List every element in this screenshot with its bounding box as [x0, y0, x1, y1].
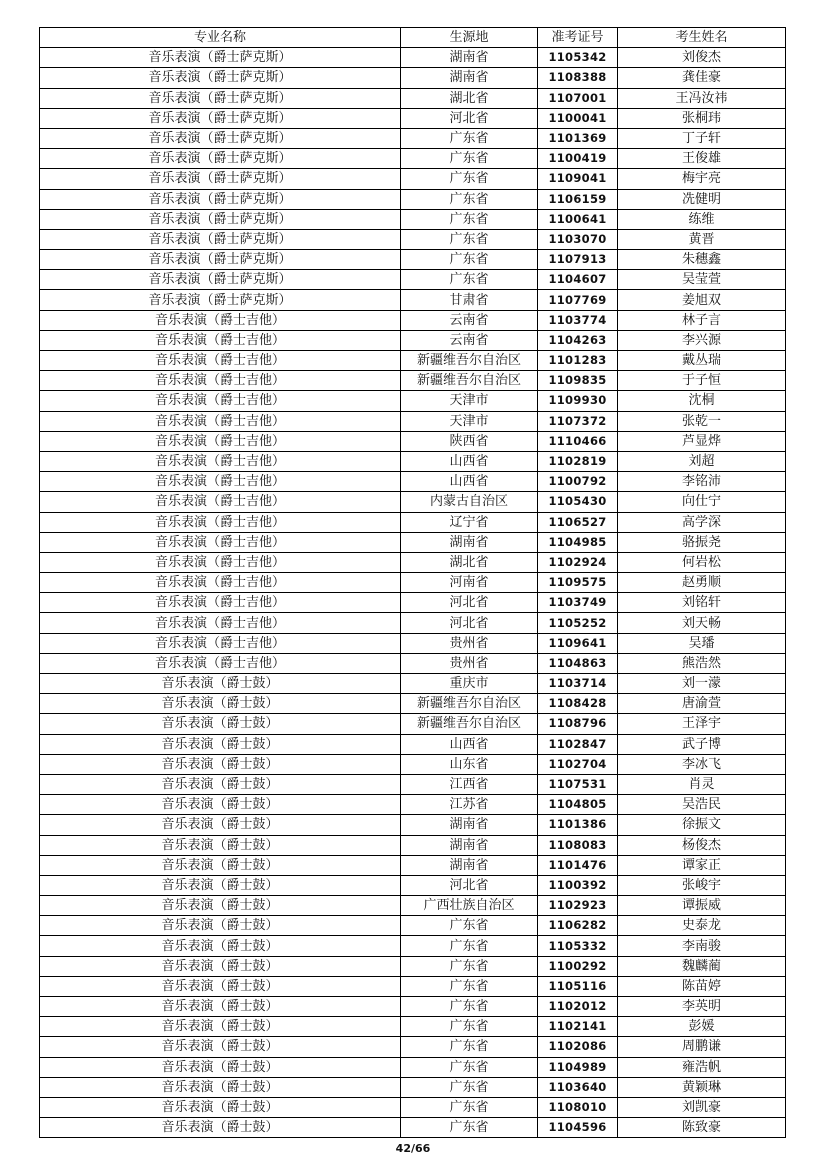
- cell-major: 音乐表演（爵士吉他）: [40, 351, 401, 371]
- cell-origin: 广西壮族自治区: [401, 896, 538, 916]
- table-row: [40, 976, 786, 996]
- cell-student-name: 黄晋: [618, 229, 786, 249]
- table-row: [40, 108, 786, 128]
- table-row: [40, 896, 786, 916]
- table-row: [40, 330, 786, 350]
- cell-origin: 云南省: [401, 310, 538, 330]
- table-row: [40, 936, 786, 956]
- cell-major: 音乐表演（爵士吉他）: [40, 593, 401, 613]
- cell-origin: 广东省: [401, 1037, 538, 1057]
- cell-student-name: 谭家正: [618, 855, 786, 875]
- cell-origin: 河北省: [401, 593, 538, 613]
- table-row: [40, 351, 786, 371]
- cell-major: 音乐表演（爵士吉他）: [40, 653, 401, 673]
- cell-exam-id: 1102086: [538, 1037, 618, 1057]
- cell-major: 音乐表演（爵士吉他）: [40, 573, 401, 593]
- cell-origin: 湖南省: [401, 68, 538, 88]
- table-row: [40, 956, 786, 976]
- header-major: 专业名称: [40, 28, 401, 48]
- cell-student-name: 李英明: [618, 997, 786, 1017]
- table-row: [40, 532, 786, 552]
- cell-exam-id: 1108388: [538, 68, 618, 88]
- cell-exam-id: 1103774: [538, 310, 618, 330]
- cell-exam-id: 1110466: [538, 431, 618, 451]
- cell-exam-id: 1109835: [538, 371, 618, 391]
- cell-major: 音乐表演（爵士鼓）: [40, 714, 401, 734]
- table-row: [40, 250, 786, 270]
- cell-origin: 广东省: [401, 209, 538, 229]
- cell-major: 音乐表演（爵士鼓）: [40, 896, 401, 916]
- cell-origin: 重庆市: [401, 674, 538, 694]
- cell-exam-id: 1109930: [538, 391, 618, 411]
- cell-student-name: 王泽宇: [618, 714, 786, 734]
- cell-origin: 贵州省: [401, 653, 538, 673]
- cell-exam-id: 1104263: [538, 330, 618, 350]
- table-row: [40, 1057, 786, 1077]
- cell-student-name: 陈致豪: [618, 1118, 786, 1138]
- cell-origin: 广东省: [401, 1077, 538, 1097]
- cell-origin: 广东省: [401, 1057, 538, 1077]
- cell-exam-id: 1106527: [538, 512, 618, 532]
- cell-origin: 山西省: [401, 451, 538, 471]
- table-row: [40, 472, 786, 492]
- cell-major: 音乐表演（爵士萨克斯）: [40, 149, 401, 169]
- cell-exam-id: 1102924: [538, 552, 618, 572]
- header-origin: 生源地: [401, 28, 538, 48]
- cell-major: 音乐表演（爵士鼓）: [40, 734, 401, 754]
- table-row: [40, 229, 786, 249]
- cell-origin: 广东省: [401, 1017, 538, 1037]
- header-student-name: 考生姓名: [618, 28, 786, 48]
- table-row: [40, 391, 786, 411]
- cell-major: 音乐表演（爵士萨克斯）: [40, 88, 401, 108]
- cell-origin: 山西省: [401, 734, 538, 754]
- cell-student-name: 武子博: [618, 734, 786, 754]
- cell-student-name: 骆振尧: [618, 532, 786, 552]
- table-row: [40, 653, 786, 673]
- cell-exam-id: 1106282: [538, 916, 618, 936]
- cell-exam-id: 1102704: [538, 754, 618, 774]
- cell-student-name: 吴莹萱: [618, 270, 786, 290]
- cell-origin: 湖南省: [401, 815, 538, 835]
- cell-exam-id: 1102012: [538, 997, 618, 1017]
- cell-student-name: 周鹏谦: [618, 1037, 786, 1057]
- cell-origin: 新疆维吾尔自治区: [401, 351, 538, 371]
- cell-major: 音乐表演（爵士萨克斯）: [40, 48, 401, 68]
- cell-exam-id: 1104596: [538, 1118, 618, 1138]
- cell-exam-id: 1108083: [538, 835, 618, 855]
- cell-student-name: 杨俊杰: [618, 835, 786, 855]
- cell-major: 音乐表演（爵士鼓）: [40, 916, 401, 936]
- cell-student-name: 张乾一: [618, 411, 786, 431]
- cell-major: 音乐表演（爵士吉他）: [40, 451, 401, 471]
- cell-student-name: 熊浩然: [618, 653, 786, 673]
- cell-origin: 广东省: [401, 976, 538, 996]
- table-row: [40, 371, 786, 391]
- cell-major: 音乐表演（爵士萨克斯）: [40, 68, 401, 88]
- cell-exam-id: 1104985: [538, 532, 618, 552]
- cell-exam-id: 1103070: [538, 229, 618, 249]
- cell-exam-id: 1100641: [538, 209, 618, 229]
- cell-student-name: 刘天畅: [618, 613, 786, 633]
- cell-major: 音乐表演（爵士鼓）: [40, 875, 401, 895]
- cell-exam-id: 1106159: [538, 189, 618, 209]
- cell-origin: 江西省: [401, 774, 538, 794]
- cell-origin: 陕西省: [401, 431, 538, 451]
- cell-origin: 广东省: [401, 128, 538, 148]
- cell-major: 音乐表演（爵士鼓）: [40, 1077, 401, 1097]
- cell-major: 音乐表演（爵士萨克斯）: [40, 108, 401, 128]
- cell-student-name: 李兴源: [618, 330, 786, 350]
- cell-student-name: 刘超: [618, 451, 786, 471]
- table-row: [40, 593, 786, 613]
- cell-student-name: 肖灵: [618, 774, 786, 794]
- table-row: [40, 613, 786, 633]
- cell-exam-id: 1105252: [538, 613, 618, 633]
- cell-major: 音乐表演（爵士鼓）: [40, 976, 401, 996]
- cell-major: 音乐表演（爵士吉他）: [40, 633, 401, 653]
- cell-major: 音乐表演（爵士萨克斯）: [40, 270, 401, 290]
- table-row: [40, 1017, 786, 1037]
- table-row: [40, 1118, 786, 1138]
- cell-origin: 湖南省: [401, 855, 538, 875]
- cell-major: 音乐表演（爵士吉他）: [40, 371, 401, 391]
- cell-origin: 广东省: [401, 250, 538, 270]
- cell-student-name: 梅宇亮: [618, 169, 786, 189]
- cell-major: 音乐表演（爵士鼓）: [40, 1118, 401, 1138]
- cell-major: 音乐表演（爵士鼓）: [40, 1097, 401, 1117]
- cell-exam-id: 1104607: [538, 270, 618, 290]
- table-row: [40, 451, 786, 471]
- table-row: [40, 815, 786, 835]
- cell-major: 音乐表演（爵士吉他）: [40, 431, 401, 451]
- cell-exam-id: 1107531: [538, 774, 618, 794]
- cell-exam-id: 1109041: [538, 169, 618, 189]
- cell-student-name: 刘铭轩: [618, 593, 786, 613]
- cell-exam-id: 1107372: [538, 411, 618, 431]
- cell-exam-id: 1101476: [538, 855, 618, 875]
- cell-major: 音乐表演（爵士吉他）: [40, 411, 401, 431]
- cell-student-name: 王冯汝祎: [618, 88, 786, 108]
- cell-major: 音乐表演（爵士吉他）: [40, 512, 401, 532]
- cell-exam-id: 1103749: [538, 593, 618, 613]
- table-row: [40, 270, 786, 290]
- cell-exam-id: 1103714: [538, 674, 618, 694]
- cell-exam-id: 1107001: [538, 88, 618, 108]
- table-row: [40, 128, 786, 148]
- cell-student-name: 龚佳豪: [618, 68, 786, 88]
- cell-origin: 河南省: [401, 573, 538, 593]
- table-row: [40, 694, 786, 714]
- cell-exam-id: 1104805: [538, 795, 618, 815]
- cell-origin: 辽宁省: [401, 512, 538, 532]
- table-row: [40, 916, 786, 936]
- cell-student-name: 林子言: [618, 310, 786, 330]
- cell-origin: 山西省: [401, 472, 538, 492]
- cell-origin: 内蒙古自治区: [401, 492, 538, 512]
- cell-exam-id: 1109641: [538, 633, 618, 653]
- cell-major: 音乐表演（爵士鼓）: [40, 795, 401, 815]
- cell-student-name: 向仕宁: [618, 492, 786, 512]
- table-row: [40, 754, 786, 774]
- cell-origin: 湖北省: [401, 552, 538, 572]
- cell-major: 音乐表演（爵士鼓）: [40, 694, 401, 714]
- table-row: [40, 855, 786, 875]
- cell-origin: 湖南省: [401, 835, 538, 855]
- cell-origin: 广东省: [401, 1097, 538, 1117]
- cell-origin: 湖南省: [401, 532, 538, 552]
- cell-major: 音乐表演（爵士鼓）: [40, 936, 401, 956]
- cell-origin: 云南省: [401, 330, 538, 350]
- cell-origin: 广东省: [401, 229, 538, 249]
- cell-major: 音乐表演（爵士鼓）: [40, 1017, 401, 1037]
- table-row: [40, 774, 786, 794]
- cell-student-name: 刘俊杰: [618, 48, 786, 68]
- cell-student-name: 刘凯豪: [618, 1097, 786, 1117]
- cell-exam-id: 1100292: [538, 956, 618, 976]
- cell-major: 音乐表演（爵士鼓）: [40, 1037, 401, 1057]
- cell-origin: 广东省: [401, 956, 538, 976]
- table-row: [40, 633, 786, 653]
- cell-exam-id: 1105342: [538, 48, 618, 68]
- table-row: [40, 411, 786, 431]
- cell-origin: 广东省: [401, 997, 538, 1017]
- cell-student-name: 朱穗鑫: [618, 250, 786, 270]
- cell-origin: 广东省: [401, 916, 538, 936]
- cell-student-name: 吴璠: [618, 633, 786, 653]
- cell-major: 音乐表演（爵士萨克斯）: [40, 128, 401, 148]
- table-row: [40, 573, 786, 593]
- cell-major: 音乐表演（爵士鼓）: [40, 815, 401, 835]
- cell-student-name: 雍浩帆: [618, 1057, 786, 1077]
- cell-exam-id: 1109575: [538, 573, 618, 593]
- table-row: [40, 674, 786, 694]
- cell-major: 音乐表演（爵士吉他）: [40, 310, 401, 330]
- cell-origin: 广东省: [401, 1118, 538, 1138]
- cell-origin: 新疆维吾尔自治区: [401, 371, 538, 391]
- cell-student-name: 丁子轩: [618, 128, 786, 148]
- cell-student-name: 练维: [618, 209, 786, 229]
- page-number: 42/66: [395, 1142, 431, 1155]
- cell-origin: 山东省: [401, 754, 538, 774]
- table-row: [40, 149, 786, 169]
- table-row: [40, 512, 786, 532]
- cell-major: 音乐表演（爵士萨克斯）: [40, 229, 401, 249]
- cell-origin: 广东省: [401, 936, 538, 956]
- cell-major: 音乐表演（爵士鼓）: [40, 956, 401, 976]
- header-row: [40, 28, 786, 48]
- table-row: [40, 48, 786, 68]
- cell-student-name: 何岩松: [618, 552, 786, 572]
- cell-origin: 新疆维吾尔自治区: [401, 714, 538, 734]
- table-row: [40, 310, 786, 330]
- cell-exam-id: 1104989: [538, 1057, 618, 1077]
- table-row: [40, 734, 786, 754]
- cell-major: 音乐表演（爵士鼓）: [40, 754, 401, 774]
- cell-student-name: 唐渝萱: [618, 694, 786, 714]
- cell-student-name: 黄颖琳: [618, 1077, 786, 1097]
- table-row: [40, 68, 786, 88]
- cell-major: 音乐表演（爵士鼓）: [40, 1057, 401, 1077]
- cell-origin: 甘肃省: [401, 290, 538, 310]
- cell-major: 音乐表演（爵士鼓）: [40, 774, 401, 794]
- cell-major: 音乐表演（爵士鼓）: [40, 835, 401, 855]
- cell-origin: 广东省: [401, 189, 538, 209]
- cell-student-name: 于子恒: [618, 371, 786, 391]
- cell-exam-id: 1102819: [538, 451, 618, 471]
- table-row: [40, 835, 786, 855]
- cell-student-name: 吴浩民: [618, 795, 786, 815]
- cell-exam-id: 1103640: [538, 1077, 618, 1097]
- cell-student-name: 魏麟蔺: [618, 956, 786, 976]
- cell-exam-id: 1105332: [538, 936, 618, 956]
- cell-student-name: 芦显烨: [618, 431, 786, 451]
- cell-student-name: 李铭沛: [618, 472, 786, 492]
- cell-origin: 广东省: [401, 149, 538, 169]
- cell-origin: 江苏省: [401, 795, 538, 815]
- cell-student-name: 彭媛: [618, 1017, 786, 1037]
- cell-student-name: 王俊雄: [618, 149, 786, 169]
- cell-origin: 广东省: [401, 270, 538, 290]
- cell-student-name: 史泰龙: [618, 916, 786, 936]
- table-row: [40, 290, 786, 310]
- cell-exam-id: 1108428: [538, 694, 618, 714]
- cell-student-name: 李南骏: [618, 936, 786, 956]
- cell-exam-id: 1100419: [538, 149, 618, 169]
- cell-origin: 广东省: [401, 169, 538, 189]
- table-row: [40, 492, 786, 512]
- cell-exam-id: 1108796: [538, 714, 618, 734]
- cell-origin: 湖南省: [401, 48, 538, 68]
- admission-roster-table: [39, 27, 786, 1138]
- cell-major: 音乐表演（爵士鼓）: [40, 674, 401, 694]
- cell-student-name: 张峻宇: [618, 875, 786, 895]
- table-body: [40, 48, 786, 1138]
- cell-exam-id: 1100392: [538, 875, 618, 895]
- cell-origin: 天津市: [401, 411, 538, 431]
- cell-origin: 贵州省: [401, 633, 538, 653]
- cell-major: 音乐表演（爵士鼓）: [40, 855, 401, 875]
- cell-origin: 河北省: [401, 613, 538, 633]
- cell-major: 音乐表演（爵士吉他）: [40, 472, 401, 492]
- cell-student-name: 高学深: [618, 512, 786, 532]
- cell-major: 音乐表演（爵士吉他）: [40, 330, 401, 350]
- cell-student-name: 赵勇顺: [618, 573, 786, 593]
- cell-major: 音乐表演（爵士萨克斯）: [40, 250, 401, 270]
- cell-student-name: 刘一濛: [618, 674, 786, 694]
- cell-exam-id: 1105116: [538, 976, 618, 996]
- table-row: [40, 997, 786, 1017]
- cell-major: 音乐表演（爵士吉他）: [40, 391, 401, 411]
- cell-major: 音乐表演（爵士萨克斯）: [40, 290, 401, 310]
- cell-student-name: 徐振文: [618, 815, 786, 835]
- cell-major: 音乐表演（爵士吉他）: [40, 613, 401, 633]
- cell-origin: 河北省: [401, 875, 538, 895]
- cell-major: 音乐表演（爵士萨克斯）: [40, 169, 401, 189]
- cell-student-name: 冼健明: [618, 189, 786, 209]
- cell-student-name: 沈桐: [618, 391, 786, 411]
- cell-student-name: 李冰飞: [618, 754, 786, 774]
- cell-exam-id: 1100041: [538, 108, 618, 128]
- table-row: [40, 1077, 786, 1097]
- cell-exam-id: 1107769: [538, 290, 618, 310]
- table-row: [40, 431, 786, 451]
- cell-origin: 河北省: [401, 108, 538, 128]
- cell-exam-id: 1102847: [538, 734, 618, 754]
- cell-exam-id: 1105430: [538, 492, 618, 512]
- cell-origin: 新疆维吾尔自治区: [401, 694, 538, 714]
- cell-exam-id: 1107913: [538, 250, 618, 270]
- cell-exam-id: 1102923: [538, 896, 618, 916]
- cell-major: 音乐表演（爵士鼓）: [40, 997, 401, 1017]
- cell-student-name: 姜旭双: [618, 290, 786, 310]
- table-row: [40, 1097, 786, 1117]
- cell-origin: 湖北省: [401, 88, 538, 108]
- table-row: [40, 189, 786, 209]
- cell-major: 音乐表演（爵士吉他）: [40, 532, 401, 552]
- cell-student-name: 谭振威: [618, 896, 786, 916]
- table-row: [40, 88, 786, 108]
- cell-origin: 天津市: [401, 391, 538, 411]
- header-exam-id: 准考证号: [538, 28, 618, 48]
- table-row: [40, 1037, 786, 1057]
- cell-exam-id: 1101369: [538, 128, 618, 148]
- cell-major: 音乐表演（爵士吉他）: [40, 492, 401, 512]
- cell-student-name: 戴丛瑞: [618, 351, 786, 371]
- cell-major: 音乐表演（爵士萨克斯）: [40, 189, 401, 209]
- cell-exam-id: 1100792: [538, 472, 618, 492]
- table-row: [40, 552, 786, 572]
- cell-student-name: 陈苗婷: [618, 976, 786, 996]
- cell-exam-id: 1101386: [538, 815, 618, 835]
- table-row: [40, 714, 786, 734]
- cell-exam-id: 1104863: [538, 653, 618, 673]
- table-row: [40, 169, 786, 189]
- table-row: [40, 875, 786, 895]
- cell-exam-id: 1101283: [538, 351, 618, 371]
- cell-student-name: 张桐玮: [618, 108, 786, 128]
- table-row: [40, 795, 786, 815]
- cell-exam-id: 1108010: [538, 1097, 618, 1117]
- cell-exam-id: 1102141: [538, 1017, 618, 1037]
- table-header: [40, 28, 786, 48]
- cell-major: 音乐表演（爵士吉他）: [40, 552, 401, 572]
- cell-major: 音乐表演（爵士萨克斯）: [40, 209, 401, 229]
- table-row: [40, 209, 786, 229]
